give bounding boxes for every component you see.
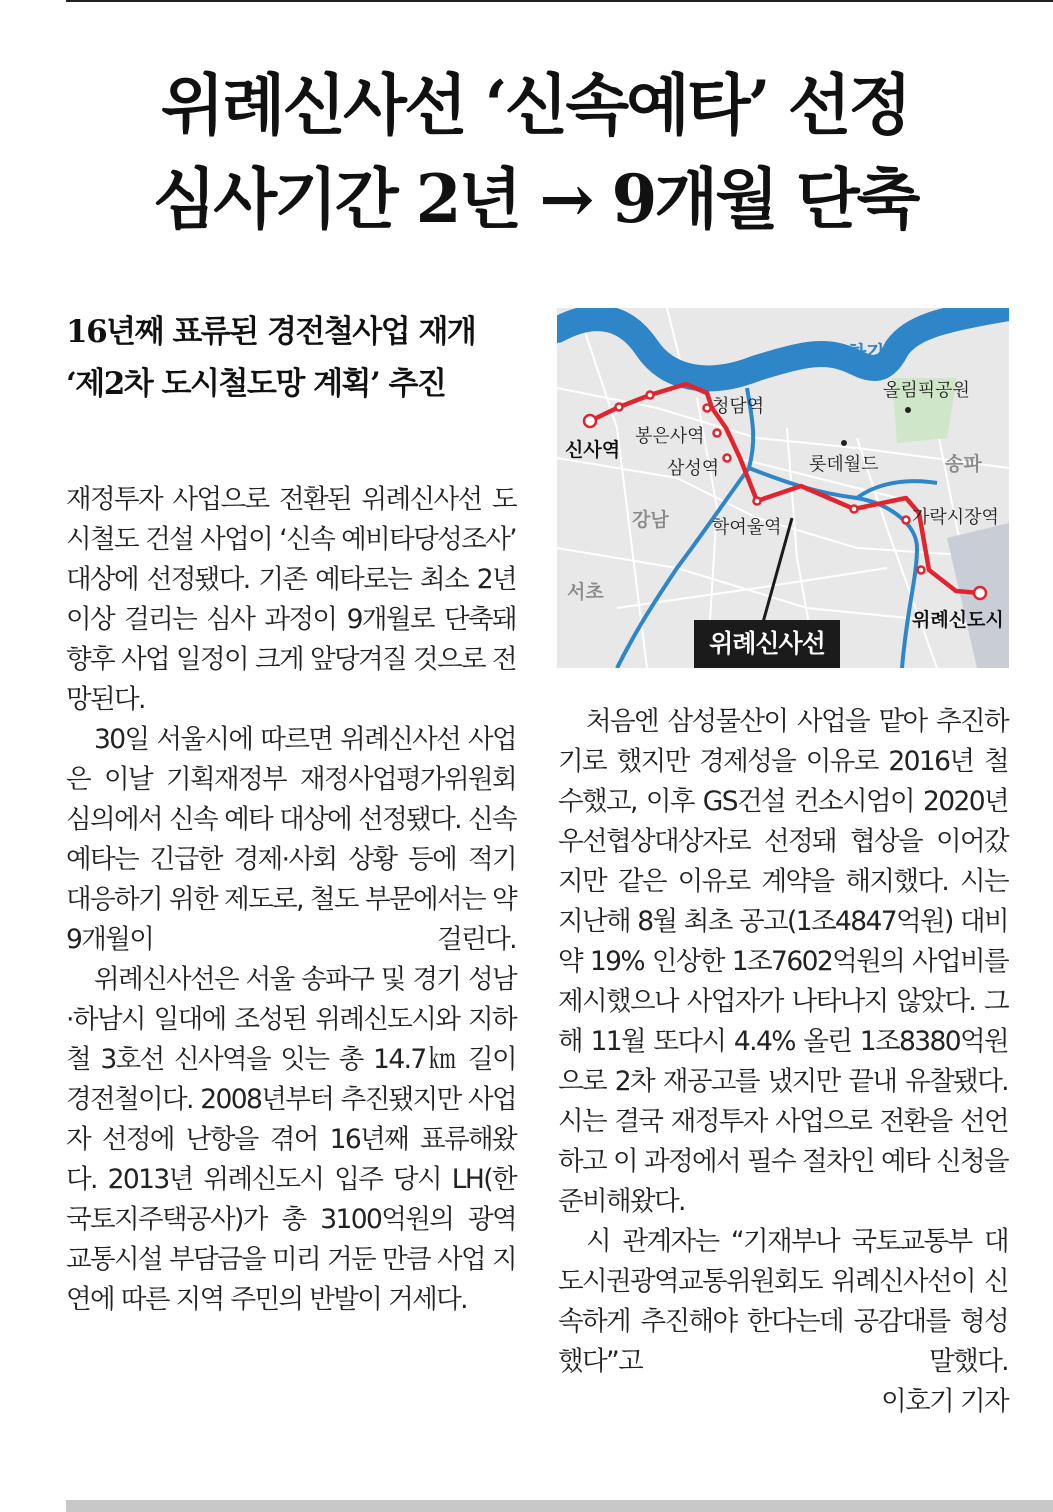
sinsa-label: 신사역 (565, 439, 621, 461)
station-marker-cheongdam (704, 405, 711, 412)
station-marker (851, 506, 858, 513)
station-marker-wirye (974, 587, 986, 599)
station-marker-hagyeoul (754, 498, 761, 505)
article-paragraph: 재정투자 사업으로 전환된 위례신사선 도시철도 건설 사업이 ‘신속 예비타당성조사’ 대상에 선정됐다. 기존 예타로는 최소 2년 이상 걸리는 심사 과정이 9개월로 단축돼 향후 사업 일정이 크게 앞당겨질 것으로 전망된다. (66, 484, 516, 715)
headline-line-1: 위례신사선 ‘신속예타’ 선정 (160, 66, 910, 144)
seocho-label: 서초 (567, 581, 604, 603)
top-rule (66, 0, 1053, 2)
article-paragraph: 위례신사선은 서울 송파구 및 경기 성남·하남시 일대에 조성된 위례신도시와 지하철 3호선 신사역을 잇는 총 14.7㎞ 길이 경전철이다. 2008년부터 추진됐지만 사업자 선정에 난항을 겪어 16년째 표류해왔다. 2013년 위례신도시 입주 당시 LH(한국토지주택공사)가 총 3100억원의 광역교통시설 부담금을 미리 거둔 만큼 사업 지연에 따른 지역 주민의 반발이 거세다. (66, 964, 516, 1315)
headline (60, 58, 1010, 246)
gangnam-label: 강남 (632, 509, 669, 531)
river-label: 한강 (847, 341, 886, 365)
byline: 이호기 기자 (881, 1386, 1008, 1417)
cheongdam-label: 청담역 (712, 396, 765, 417)
subhead-line-2: ‘제2차 도시철도망 계획’ 추진 (66, 366, 446, 402)
headline-line-2: 심사기간 2년 → 9개월 단축 (152, 160, 918, 238)
hagyeoul-label: 학여울역 (712, 517, 782, 538)
songpa-label: 송파 (945, 453, 982, 475)
bongeunsa-label: 봉은사역 (635, 426, 705, 447)
article-paragraph: 처음엔 삼성물산이 사업을 맡아 추진하기로 했지만 경제성을 이유로 2016년 철수했고, 이후 GS건설 컨소시엄이 2020년 우선협상대상자로 선정돼 협상을 이어갔지만 같은 이유로 계약을 해지했다. 시는 지난해 8월 최초 공고(1조4847억원) 대비 약 19% 인상한 1조7602억원의 사업비를 제시했으나 사업자가 나타나지 않았다. 그해 11월 또다시 4.4% 올린 1조8380억원으로 2차 재공고를 냈지만 끝내 유찰됐다. 시는 결국 재정투자 사업으로 전환을 선언하고 이 과정에서 필수 절차인 예타 신청을 준비해왔다. (558, 706, 1008, 1217)
subheadline (66, 306, 536, 410)
article-column-left (66, 480, 516, 1320)
route-map (557, 308, 1009, 668)
line-name-tag: 위례신사선 (694, 620, 840, 668)
article-paragraph: 30일 서울시에 따르면 위례신사선 사업은 이날 기획재정부 재정사업평가위원회 심의에서 신속 예타 대상에 선정됐다. 신속 예타는 긴급한 경제·사회 상황 등에 적기 대응하기 위한 제도로, 철도 부문에서는 약 9개월이 걸린다. (66, 724, 516, 955)
article-paragraph: 시 관계자는 “기재부나 국토교통부 대도시권광역교통위원회도 위례신사선이 신속하게 추진해야 한다는데 공감대를 형성했다”고 말했다. (558, 1226, 1008, 1377)
station-marker (647, 392, 654, 399)
article-column-right (558, 702, 1008, 1422)
station-marker (616, 404, 623, 411)
garak-label: 가락시장역 (912, 507, 999, 528)
station-marker-bongeunsa (714, 430, 721, 437)
lotte-world-dot (841, 440, 847, 446)
station-marker-sinsa (584, 415, 596, 427)
station-marker (918, 567, 925, 574)
olympic-park-dot (905, 407, 911, 413)
station-marker-samseong (724, 455, 731, 462)
olympic-park-label: 올림픽공원 (883, 380, 970, 401)
subhead-line-1: 16년째 표류된 경전철사업 재개 (66, 314, 476, 350)
wirye-label: 위례신도시 (912, 609, 1004, 631)
byline-row (558, 1382, 1008, 1422)
samseong-label: 삼성역 (667, 458, 720, 479)
lotte-world-label: 롯데월드 (809, 454, 879, 475)
bottom-bar (66, 1500, 1053, 1512)
station-marker-garak (903, 517, 910, 524)
route-map-graphic (557, 308, 1009, 668)
